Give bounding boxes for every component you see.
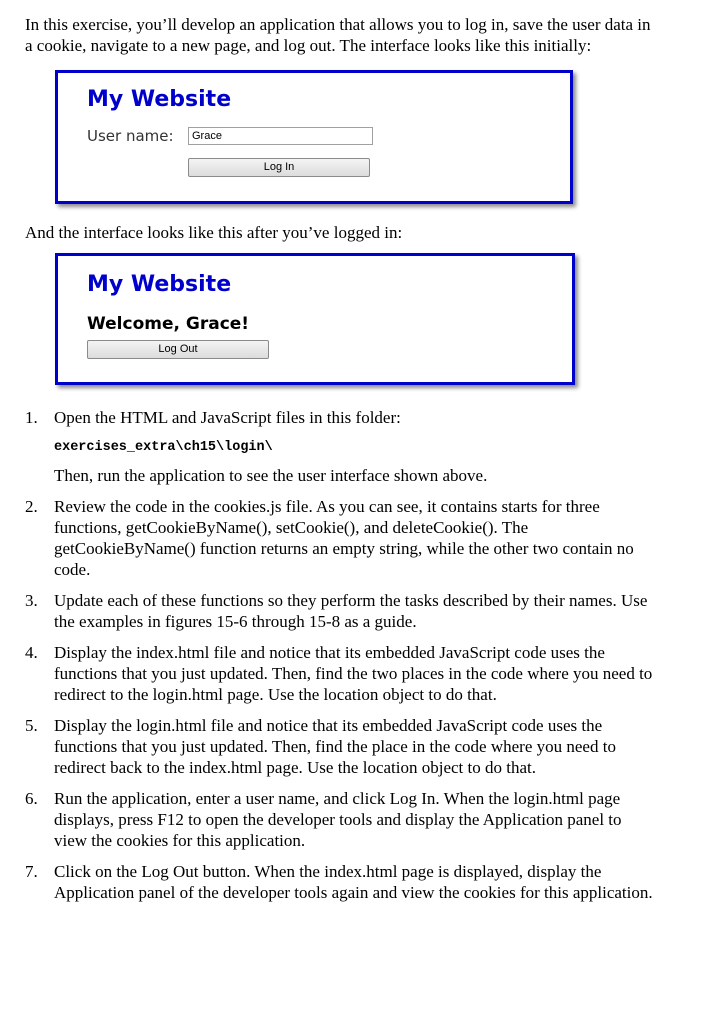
step-number: 5.: [25, 716, 38, 735]
step-text: Display the login.html file and notice that its embedded JavaScript code uses the functions that you just updated. Then, find the place in the code where you need to redirect back to the index.html page. Use the location object to do that.: [54, 716, 616, 777]
welcome-message: Welcome, Grace!: [87, 314, 250, 334]
step-text: Review the code in the cookies.js file. As you can see, it contains starts for three functions, getCookieByName(), setCookie(), and deleteCookie(). The getCookieByName() function returns an empty string, while the other two contain no code.: [54, 497, 634, 579]
logout-button[interactable]: Log Out: [87, 340, 269, 359]
step-number: 7.: [25, 862, 38, 881]
site-title: My Website: [87, 87, 232, 112]
step-text: Display the index.html file and notice that its embedded JavaScript code uses the functions that you just updated. Then, find the two places in the code where you need to redirect to the login.html page. Use the location object to do that.: [54, 643, 653, 704]
step-number: 3.: [25, 591, 38, 610]
site-title: My Website: [87, 272, 232, 297]
step-item: [25, 590, 655, 632]
user-name-input[interactable]: [188, 127, 373, 145]
step-number: 2.: [25, 497, 38, 516]
step-text: Run the application, enter a user name, and click Log In. When the login.html page displays, press F12 to open the developer tools and display the Application panel to view the cookies for this application.: [54, 789, 622, 850]
step-item: [25, 642, 655, 705]
step-item: [25, 861, 655, 903]
step-item: [25, 788, 655, 851]
steps-list: [25, 407, 655, 903]
step-text: Update each of these functions so they perform the tasks described by their names. Use the examples in figures 15-6 through 15-8 as a guide.: [54, 591, 648, 631]
step-text: Open the HTML and JavaScript files in this folder:: [54, 408, 401, 427]
step-text: Click on the Log Out button. When the index.html page is displayed, display the Application panel of the developer tools again and view the cookies for this application.: [54, 862, 653, 902]
step-item: [25, 496, 655, 580]
user-name-label: User name:: [87, 127, 174, 145]
step-text: Then, run the application to see the user interface shown above.: [54, 466, 488, 485]
exercise-page: [25, 14, 655, 913]
step-item: [25, 715, 655, 778]
folder-path: exercises_extra\ch15\login\: [54, 440, 273, 455]
logged-in-interface-figure: [55, 253, 575, 385]
step-item: [25, 407, 655, 486]
login-button[interactable]: Log In: [188, 158, 370, 177]
step-number: 4.: [25, 643, 38, 662]
initial-interface-figure: [55, 70, 573, 204]
step-number: 1.: [25, 408, 38, 427]
step-number: 6.: [25, 789, 38, 808]
intro-paragraph: In this exercise, you’ll develop an application that allows you to log in, save the user data in a cookie, navigate to a new page, and log out. The interface looks like this initially:: [25, 15, 651, 55]
after-login-paragraph: And the interface looks like this after you’ve logged in:: [25, 223, 403, 242]
